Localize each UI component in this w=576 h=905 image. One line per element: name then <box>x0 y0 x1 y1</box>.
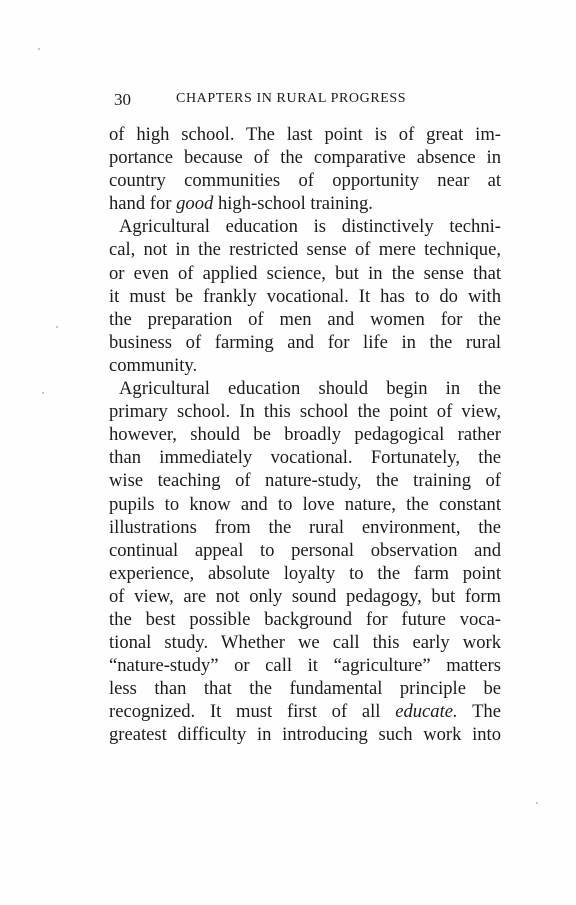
text-segment: or even of applied science, but in the sense that <box>109 262 501 284</box>
text-line <box>109 469 501 492</box>
text-line <box>109 631 501 654</box>
text-segment: less than that the fundamental principle be <box>109 678 501 700</box>
running-title: CHAPTERS IN RURAL PROGRESS <box>176 91 407 106</box>
text-line <box>109 585 501 608</box>
text-segment: it must be frankly vocational. It has to do with <box>109 285 501 307</box>
text-segment: illustrations from the rural environment, the <box>109 516 501 538</box>
text-line <box>109 146 501 169</box>
text-line <box>109 169 501 192</box>
text-segment: wise teaching of nature-study, the training of <box>109 470 501 492</box>
text-segment: country communities of opportunity near at <box>109 170 501 192</box>
text-line <box>109 238 501 261</box>
text-line <box>109 539 501 562</box>
text-segment: community. <box>109 354 198 376</box>
text-segment: the best possible background for future voca- <box>109 608 501 630</box>
text-line <box>109 285 501 308</box>
text-segment: experience, absolute loyalty to the farm point <box>109 562 501 584</box>
text-line <box>109 700 501 723</box>
text-segment: however, should be broadly pedagogical rather <box>109 424 501 446</box>
text-segment: Agricultural education should begin in the <box>119 378 501 400</box>
text-line <box>109 215 501 238</box>
text-segment: of view, are not only sound pedagogy, but form <box>109 585 501 607</box>
text-segment: continual appeal to personal observation and <box>109 539 501 561</box>
paper-speck <box>42 392 44 394</box>
text-segment: hand for <box>109 193 177 215</box>
text-line <box>109 723 501 746</box>
text-line <box>109 400 501 423</box>
text-line <box>109 308 501 331</box>
paper-speck <box>56 326 58 328</box>
text-line <box>109 331 501 354</box>
text-segment: portance because of the comparative absence in <box>109 147 501 169</box>
text-segment: tional study. Whether we call this early work <box>109 632 501 654</box>
text-segment: “nature-study” or call it “agriculture” matters <box>109 655 501 677</box>
text-segment: Agricultural education is distinctively techni- <box>119 216 501 238</box>
text-segment: greatest difficulty in introducing such work into <box>109 724 501 746</box>
body-text <box>109 123 501 747</box>
text-segment: than immediately vocational. Fortunately, the <box>109 447 501 469</box>
text-segment: recognized. It must first of all <box>109 701 396 723</box>
italic-word: educate. <box>395 701 458 723</box>
text-line <box>109 608 501 631</box>
text-line <box>109 423 501 446</box>
text-line <box>109 192 501 215</box>
page-number: 30 <box>114 90 131 109</box>
text-line <box>109 516 501 539</box>
text-segment: high-school training. <box>213 193 373 215</box>
text-segment: the preparation of men and women for the <box>109 308 501 330</box>
text-line <box>109 262 501 285</box>
text-line <box>109 123 501 146</box>
text-line <box>109 377 501 400</box>
text-segment: of high school. The last point is of great im- <box>109 124 501 145</box>
text-line <box>109 354 501 377</box>
paper-speck <box>38 48 40 50</box>
text-segment: cal, not in the restricted sense of mere technique, <box>109 239 501 261</box>
text-line <box>109 493 501 516</box>
text-line <box>109 654 501 677</box>
text-line <box>109 446 501 469</box>
text-segment: pupils to know and to love nature, the constant <box>109 493 501 515</box>
text-segment: The <box>457 701 501 723</box>
text-segment: business of farming and for life in the rural <box>109 331 501 353</box>
text-segment: primary school. In this school the point of view, <box>109 401 501 423</box>
italic-word: good <box>176 193 214 215</box>
paper-speck <box>536 802 538 804</box>
text-line <box>109 562 501 585</box>
text-line <box>109 677 501 700</box>
